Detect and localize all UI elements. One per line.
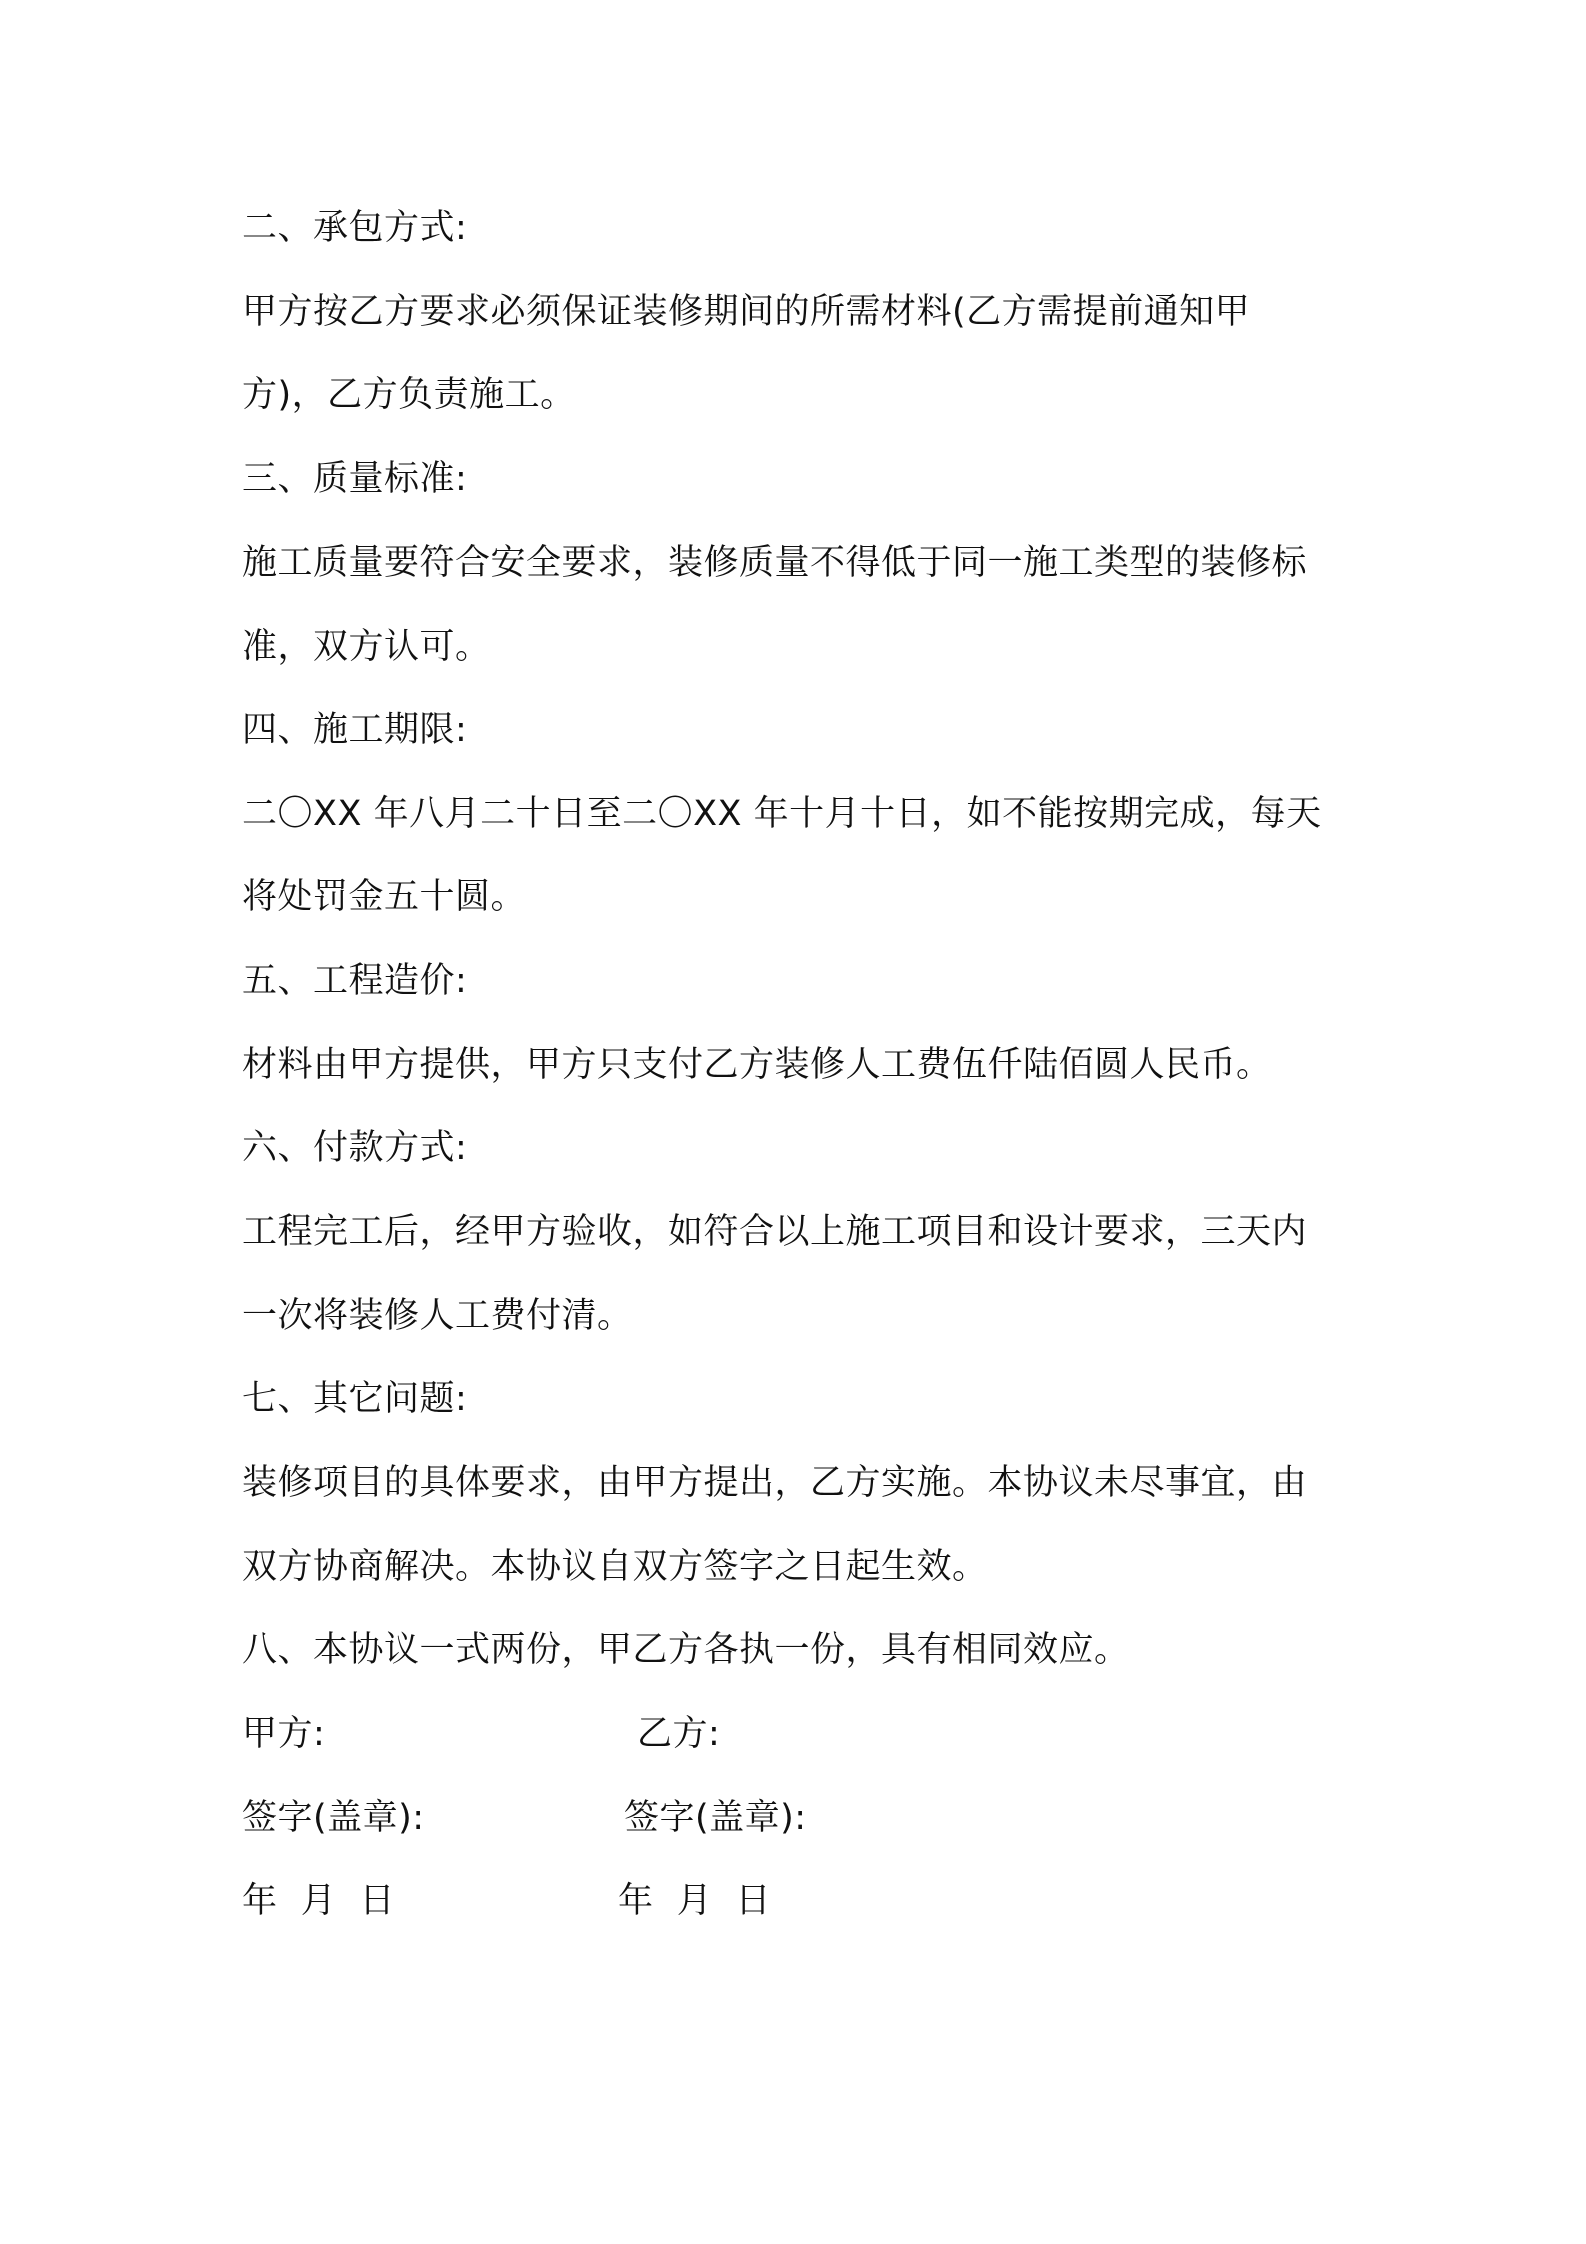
section-heading-contract-mode: 二、承包方式: [242, 208, 468, 248]
section-body-line: 施工质量要符合安全要求，装修质量不得低于同一施工类型的装修标 [242, 543, 1308, 583]
section-body-line: 二〇XX 年八月二十日至二〇XX 年十月十日，如不能按期完成，每天 [242, 794, 1322, 834]
party-a-signature-field: 签字(盖章): [242, 1798, 425, 1838]
section-body-line: 工程完工后，经甲方验收，如符合以上施工项目和设计要求，三天内 [242, 1212, 1308, 1252]
party-a-label: 甲方: [242, 1714, 326, 1754]
section-body-line: 方)，乙方负责施工。 [242, 375, 576, 415]
party-b-label: 乙方: [637, 1714, 721, 1754]
party-b-date-field: 年 月 日 [618, 1881, 772, 1921]
section-body-line: 装修项目的具体要求，由甲方提出，乙方实施。本协议未尽事宜，由 [242, 1463, 1308, 1503]
section-body-line: 将处罚金五十圆。 [242, 877, 527, 917]
section-body-line: 双方协商解决。本协议自双方签字之日起生效。 [242, 1547, 988, 1587]
section-heading-other-issues: 七、其它问题: [242, 1379, 468, 1419]
party-a-date-field: 年 月 日 [242, 1881, 396, 1921]
final-clause: 八、本协议一式两份，甲乙方各执一份，具有相同效应。 [242, 1630, 1130, 1670]
section-body-line: 准，双方认可。 [242, 627, 491, 667]
section-heading-payment-method: 六、付款方式: [242, 1128, 468, 1168]
section-heading-construction-period: 四、施工期限: [242, 710, 468, 750]
section-body-line: 材料由甲方提供，甲方只支付乙方装修人工费伍仟陆佰圆人民币。 [242, 1045, 1272, 1085]
section-heading-project-cost: 五、工程造价: [242, 961, 468, 1001]
section-heading-quality-standard: 三、质量标准: [242, 459, 468, 499]
party-b-signature-field: 签字(盖章): [624, 1798, 807, 1838]
section-body-line: 甲方按乙方要求必须保证装修期间的所需材料(乙方需提前通知甲 [242, 292, 1251, 332]
section-body-line: 一次将装修人工费付清。 [242, 1296, 633, 1336]
